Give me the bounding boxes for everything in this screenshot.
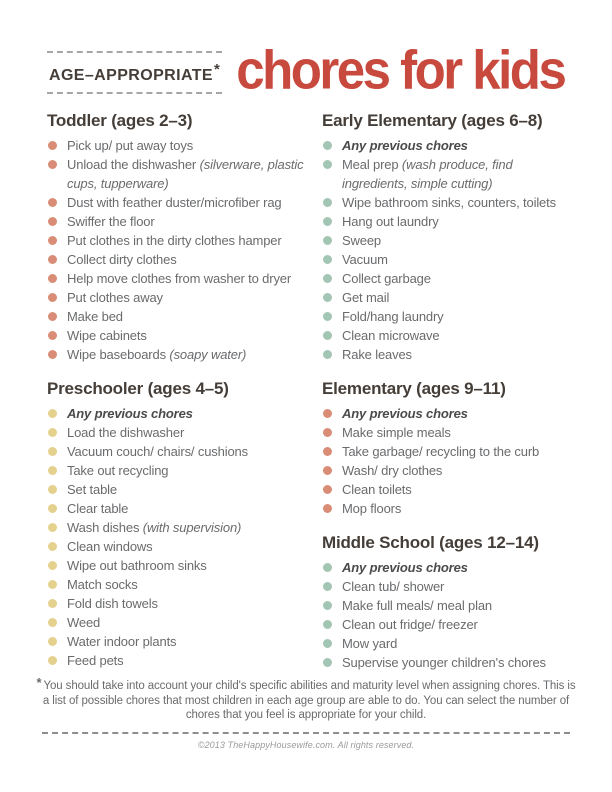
bullet-dot-icon — [48, 656, 57, 665]
chore-item — [47, 480, 310, 499]
chore-item — [322, 345, 575, 364]
chore-text: Collect dirty clothes — [67, 252, 177, 267]
bullet-dot-icon — [323, 466, 332, 475]
chore-text: Help move clothes from washer to dryer — [67, 271, 292, 286]
bullet-dot-icon — [48, 409, 57, 418]
chore-item — [47, 193, 310, 212]
chore-text: Clean out fridge/ freezer — [342, 617, 478, 632]
footer — [0, 676, 612, 750]
bullet-dot-icon — [48, 274, 57, 283]
asterisk-mark: * — [213, 61, 221, 78]
chore-item — [47, 307, 310, 326]
chore-item — [322, 288, 575, 307]
bullet-dot-icon — [48, 637, 57, 646]
chore-item — [47, 155, 310, 193]
chore-text: Wash/ dry clothes — [342, 463, 443, 478]
chore-text: Wipe cabinets — [67, 328, 147, 343]
chore-item — [47, 461, 310, 480]
chore-text: Clean toilets — [342, 482, 412, 497]
chore-text: Any previous chores — [342, 138, 468, 153]
chore-text: Clear table — [67, 501, 129, 516]
chore-item — [322, 596, 575, 615]
chore-item — [322, 193, 575, 212]
chore-item — [322, 423, 575, 442]
dashed-divider — [42, 732, 570, 734]
chore-item — [322, 499, 575, 518]
chore-item — [47, 231, 310, 250]
section-title: Elementary (ages 9–11) — [322, 379, 506, 398]
bullet-dot-icon — [323, 485, 332, 494]
chore-item — [47, 518, 310, 537]
bullet-dot-icon — [48, 485, 57, 494]
chore-text: Unload the dishwasher (silverware, plastic cups, tupperware) — [67, 157, 304, 191]
bullet-dot-icon — [323, 274, 332, 283]
header — [0, 0, 612, 101]
section-title: Early Elementary (ages 6–8) — [322, 111, 543, 130]
chore-text: Set table — [67, 482, 117, 497]
chore-item — [322, 480, 575, 499]
asterisk-mark: * — [36, 675, 42, 690]
chore-item — [322, 404, 575, 423]
chore-text: Put clothes away — [67, 290, 163, 305]
bullet-dot-icon — [48, 312, 57, 321]
chore-item — [47, 556, 310, 575]
bullet-dot-icon — [48, 331, 57, 340]
bullet-dot-icon — [323, 447, 332, 456]
chore-text: Match socks — [67, 577, 138, 592]
chore-text: Clean tub/ shower — [342, 579, 445, 594]
chore-text: Wash dishes (with supervision) — [67, 520, 242, 535]
chore-text: Make bed — [67, 309, 123, 324]
chore-item — [47, 632, 310, 651]
chore-text: Mop floors — [342, 501, 402, 516]
chore-text: Take garbage/ recycling to the curb — [342, 444, 540, 459]
chore-item — [322, 307, 575, 326]
bullet-dot-icon — [323, 428, 332, 437]
chore-section — [322, 533, 575, 672]
chore-item — [322, 155, 575, 193]
chore-item — [47, 250, 310, 269]
chore-text: Collect garbage — [342, 271, 431, 286]
chore-note: (with supervision) — [139, 520, 242, 535]
bullet-dot-icon — [323, 601, 332, 610]
bullet-dot-icon — [323, 293, 332, 302]
chore-item — [47, 575, 310, 594]
copyright-line: ©2013 TheHappyHousewife.com. All rights reserved. — [197, 739, 415, 750]
chore-item — [322, 136, 575, 155]
chore-item — [47, 594, 310, 613]
bullet-dot-icon — [323, 312, 332, 321]
bullet-dot-icon — [48, 236, 57, 245]
bullet-dot-icon — [323, 236, 332, 245]
bullet-dot-icon — [323, 350, 332, 359]
bullet-dot-icon — [48, 160, 57, 169]
chore-item — [322, 461, 575, 480]
bullet-dot-icon — [48, 217, 57, 226]
chore-text: Any previous chores — [342, 560, 468, 575]
chore-text: Get mail — [342, 290, 390, 305]
chore-text: Any previous chores — [342, 406, 468, 421]
chore-text: Any previous chores — [67, 406, 193, 421]
chore-item — [47, 288, 310, 307]
chore-text: Mow yard — [342, 636, 398, 651]
chore-text: Water indoor plants — [67, 634, 177, 649]
chore-text: Supervise younger children's chores — [342, 655, 546, 670]
bullet-dot-icon — [48, 293, 57, 302]
bullet-dot-icon — [48, 350, 57, 359]
bullet-dot-icon — [48, 255, 57, 264]
chore-text: Make simple meals — [342, 425, 451, 440]
bullet-dot-icon — [48, 141, 57, 150]
chore-note: (soapy water) — [165, 347, 247, 362]
chore-item — [47, 442, 310, 461]
chore-item — [47, 499, 310, 518]
bullet-dot-icon — [323, 217, 332, 226]
bullet-dot-icon — [48, 466, 57, 475]
chore-item — [322, 558, 575, 577]
section-title: Middle School (ages 12–14) — [322, 533, 539, 552]
chore-item — [322, 212, 575, 231]
chore-text: Fold/hang laundry — [342, 309, 444, 324]
bullet-dot-icon — [48, 542, 57, 551]
chore-note: (silverware, plastic cups, tupperware) — [67, 157, 304, 191]
section-title: Preschooler (ages 4–5) — [47, 379, 229, 398]
chore-text: Pick up/ put away toys — [67, 138, 194, 153]
chore-item — [322, 653, 575, 672]
chore-text: Weed — [67, 615, 101, 630]
bullet-dot-icon — [323, 331, 332, 340]
age-appropriate-label — [47, 51, 222, 94]
bullet-dot-icon — [48, 580, 57, 589]
bullet-dot-icon — [323, 198, 332, 207]
footnote — [32, 676, 580, 723]
chore-lists — [0, 95, 612, 687]
chore-text: Vacuum — [342, 252, 388, 267]
bullet-dot-icon — [323, 160, 332, 169]
chore-text: Vacuum couch/ chairs/ cushions — [67, 444, 248, 459]
chore-text: Wipe out bathroom sinks — [67, 558, 207, 573]
chore-section — [47, 111, 310, 364]
chore-text: Rake leaves — [342, 347, 412, 362]
bullet-dot-icon — [48, 504, 57, 513]
chore-item — [322, 442, 575, 461]
chore-text: Sweep — [342, 233, 381, 248]
bullet-dot-icon — [48, 523, 57, 532]
chore-section — [322, 111, 575, 364]
bullet-dot-icon — [323, 563, 332, 572]
chore-item — [47, 537, 310, 556]
chore-note: (wash produce, find ingredients, simple cutting) — [342, 157, 513, 191]
chore-text: Load the dishwasher — [67, 425, 185, 440]
bullet-dot-icon — [48, 618, 57, 627]
footnote-text: You should take into account your child's specific abilities and maturity level when assigning chores. This is a list of possible chores that most children in each age group are able to do. You can select the number of chores that you feel is appropriate for your child. — [42, 680, 576, 722]
chore-text: Wipe bathroom sinks, counters, toilets — [342, 195, 556, 210]
bullet-dot-icon — [48, 447, 57, 456]
chore-text: Dust with feather duster/microfiber rag — [67, 195, 282, 210]
chore-section — [322, 379, 575, 518]
chore-text: Take out recycling — [67, 463, 169, 478]
chore-item — [322, 231, 575, 250]
page-title: chores for kids — [236, 38, 565, 101]
chore-item — [322, 634, 575, 653]
chore-item — [47, 212, 310, 231]
bullet-dot-icon — [48, 428, 57, 437]
bullet-dot-icon — [323, 639, 332, 648]
right-column — [322, 111, 575, 687]
chore-item — [47, 613, 310, 632]
chore-text: Swiffer the floor — [67, 214, 155, 229]
chore-text: Clean microwave — [342, 328, 440, 343]
chore-text: Clean windows — [67, 539, 153, 554]
chore-item — [47, 651, 310, 670]
chore-text: Meal prep (wash produce, find ingredients, simple cutting) — [342, 157, 513, 191]
chore-item — [47, 345, 310, 364]
bullet-dot-icon — [323, 141, 332, 150]
chore-text: Hang out laundry — [342, 214, 439, 229]
chore-item — [322, 615, 575, 634]
section-title: Toddler (ages 2–3) — [47, 111, 193, 130]
chore-text: Wipe baseboards (soapy water) — [67, 347, 247, 362]
bullet-dot-icon — [323, 582, 332, 591]
chore-item — [322, 269, 575, 288]
chore-text: Feed pets — [67, 653, 124, 668]
chore-text: Put clothes in the dirty clothes hamper — [67, 233, 282, 248]
bullet-dot-icon — [323, 409, 332, 418]
chore-item — [47, 136, 310, 155]
chore-item — [47, 404, 310, 423]
chore-text: Fold dish towels — [67, 596, 158, 611]
chore-item — [47, 269, 310, 288]
bullet-dot-icon — [48, 599, 57, 608]
bullet-dot-icon — [323, 658, 332, 667]
chore-item — [322, 250, 575, 269]
left-column — [47, 111, 322, 687]
chore-text: Make full meals/ meal plan — [342, 598, 492, 613]
bullet-dot-icon — [323, 504, 332, 513]
age-appropriate-label-text: AGE–APPROPRIATE — [49, 67, 213, 84]
bullet-dot-icon — [48, 198, 57, 207]
bullet-dot-icon — [323, 255, 332, 264]
bullet-dot-icon — [48, 561, 57, 570]
chore-section — [47, 379, 310, 670]
chore-item — [322, 326, 575, 345]
chore-item — [47, 326, 310, 345]
bullet-dot-icon — [323, 620, 332, 629]
chore-item — [47, 423, 310, 442]
chore-item — [322, 577, 575, 596]
